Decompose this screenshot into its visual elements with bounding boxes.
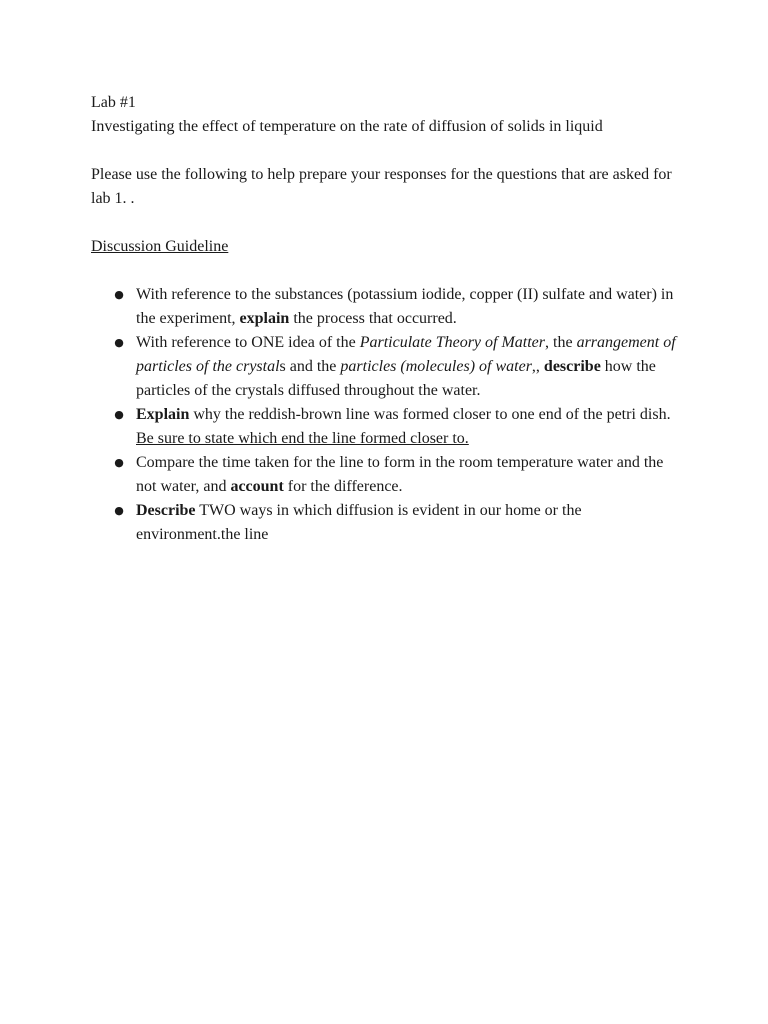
bullet-text: the process that occurred. [289,310,457,327]
bullet-text: TWO ways in which diffusion is evident in our home or the environment.the line [136,502,582,543]
spacer [91,259,681,283]
bullet-text: for the difference. [283,478,403,495]
list-item [91,403,681,451]
bullet-italic: Particulate Theory of Matter [359,334,546,351]
bullet-text: , the [545,334,577,351]
bullet-icon: ● [114,288,124,301]
bullet-text: With reference to ONE idea of the [136,334,360,351]
intro-paragraph: Please use the following to help prepare your responses for the questions that are asked for lab 1. . [91,166,672,207]
bullet-icon: ● [114,504,124,517]
bullet-bold: account [230,478,284,495]
bullet-icon: ● [114,408,124,421]
lab-number: Lab #1 [91,94,136,111]
spacer [91,139,681,163]
list-item [91,499,681,547]
bullet-bold: Explain [136,406,190,423]
guideline-list [91,283,681,547]
bullet-italic: arrangement of particles of the crystal [136,334,676,375]
lab-title: Investigating the effect of temperature on the rate of diffusion of solids in liquid [91,118,603,135]
bullet-icon: ● [114,336,124,349]
list-item [91,331,681,403]
bullet-bold: describe [543,358,601,375]
section-heading: Discussion Guideline [91,238,229,255]
bullet-text: ,, [531,358,544,375]
list-item [91,283,681,331]
bullet-text: Compare the time taken for the line to form in the room temperature water and the not water, and [136,454,664,495]
bullet-text: how the particles of the crystals diffused throughout the water. [136,358,656,399]
bullet-icon: ● [114,456,124,469]
bullet-text: With reference to the substances (potassium iodide, copper (II) sulfate and water) in the experiment, [136,286,674,327]
bullet-text: why the reddish-brown line was formed closer to one end of the petri dish. [189,406,671,423]
document-page [91,91,681,547]
bullet-underline: Be sure to state which end the line formed closer to. [136,430,469,447]
bullet-bold: explain [239,310,290,327]
bullet-italic: particles (molecules) of water [340,358,532,375]
bullet-bold: Describe [136,502,196,519]
bullet-text: s and the [279,358,341,375]
list-item [91,451,681,499]
spacer [91,211,681,235]
